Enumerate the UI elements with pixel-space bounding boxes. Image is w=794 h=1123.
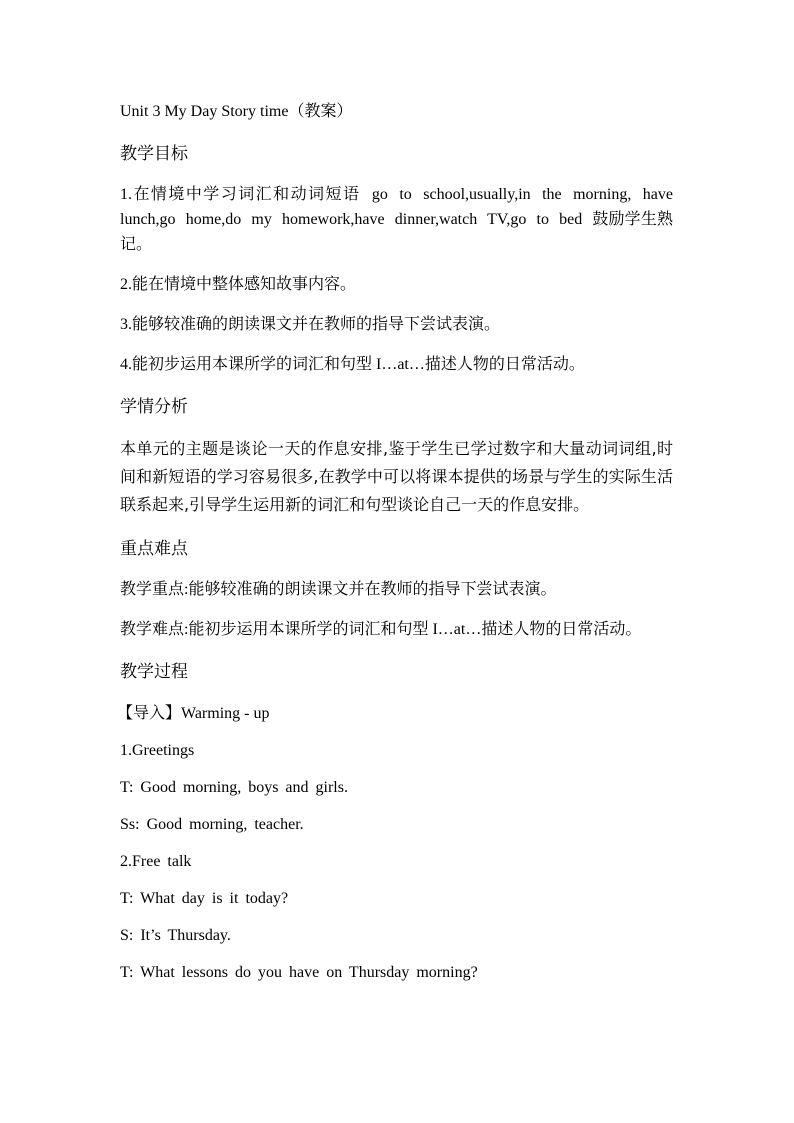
process-line: T: What day is it today? xyxy=(120,890,289,907)
objectives-heading: 教学目标 xyxy=(120,144,188,164)
process-line: Ss: Good morning, teacher. xyxy=(120,816,304,833)
objective-item-3: 3.能够较准确的朗读课文并在教师的指导下尝试表演。 xyxy=(120,316,501,333)
objective-item-4: 4.能初步运用本课所学的词汇和句型 I…at…描述人物的日常活动。 xyxy=(120,356,585,373)
process-line: T: Good morning, boys and girls. xyxy=(120,779,348,796)
analysis-heading: 学情分析 xyxy=(120,397,188,417)
process-heading: 教学过程 xyxy=(120,662,188,682)
process-stage-label: 【导入】Warming - up xyxy=(117,705,270,722)
objective-item-2: 2.能在情境中整体感知故事内容。 xyxy=(120,276,357,293)
document-body xyxy=(117,100,673,985)
keypoints-heading: 重点难点 xyxy=(120,539,188,559)
keypoint-focus: 教学重点:能够较准确的朗读课文并在教师的指导下尝试表演。 xyxy=(120,581,557,598)
analysis-text: 本单元的主题是谈论一天的作息安排,鉴于学生已学过数字和大量动词词组,时间和新短语的学习容易很多,在教学中可以将课本提供的场景与学生的实际生活联系起来,引导学生运用新的词汇和句型谈论自己一天的作息安排。 xyxy=(120,439,673,514)
process-line: 2.Free talk xyxy=(120,853,192,870)
objective-item-1: 1.在情境中学习词汇和动词短语 go to school,usually,in the morning, have lunch,go home,do my homework,have dinner,watch TV,go to bed 鼓励学生熟记。 xyxy=(120,186,673,253)
process-line: T: What lessons do you have on Thursday morning? xyxy=(120,964,478,981)
document-title: Unit 3 My Day Story time（教案） xyxy=(120,103,353,120)
keypoint-difficulty: 教学难点:能初步运用本课所学的词汇和句型 I…at…描述人物的日常活动。 xyxy=(120,621,642,638)
process-line: S: It’s Thursday. xyxy=(120,927,231,944)
process-line: 1.Greetings xyxy=(120,742,195,759)
